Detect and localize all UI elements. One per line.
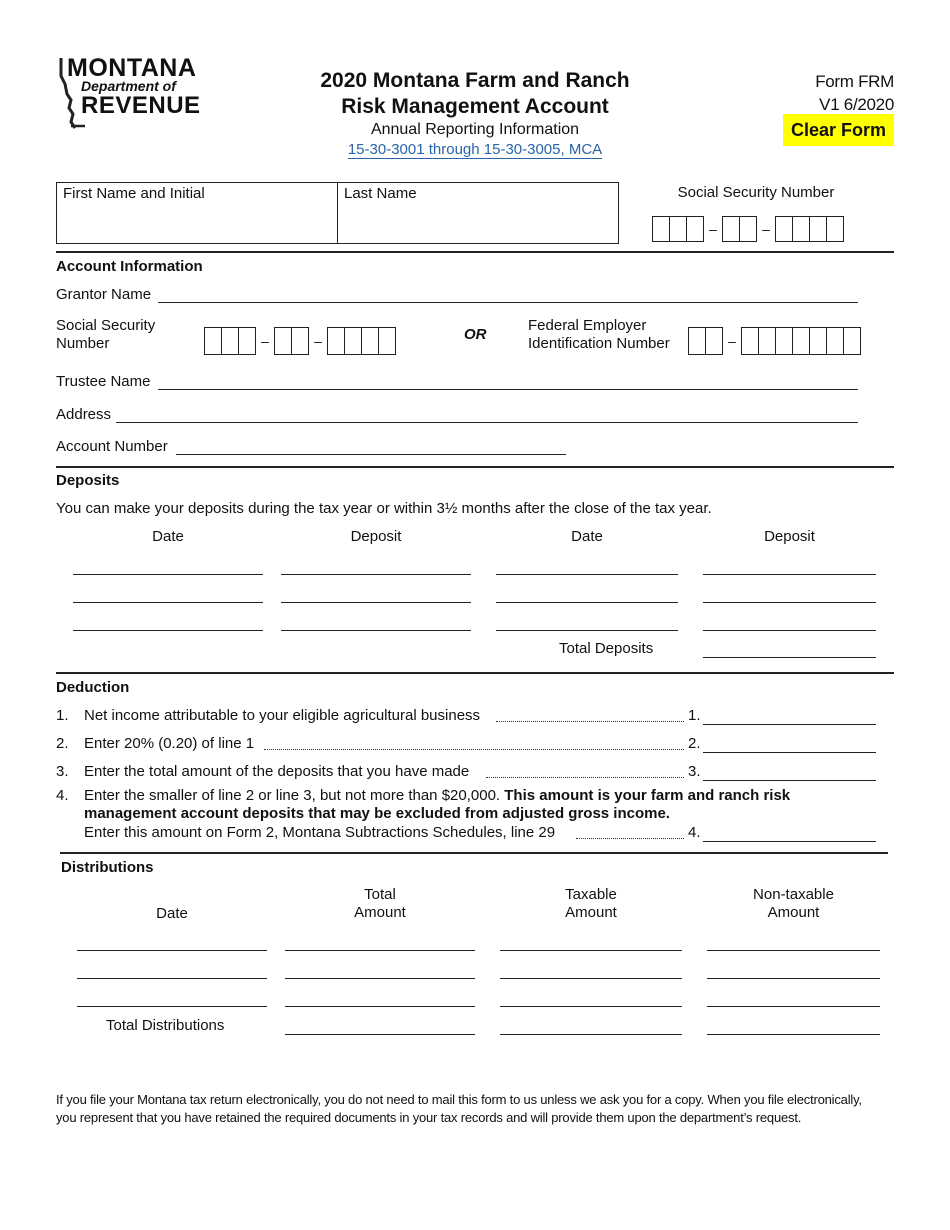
address-label: Address	[56, 406, 112, 423]
or-label: OR	[464, 326, 487, 343]
deposit-row1-amount1[interactable]	[281, 556, 471, 575]
dist-row3-taxable[interactable]	[500, 988, 682, 1007]
distributions-col-nontax-1: Non-taxable	[753, 886, 834, 903]
deduction-line4-bold-1: This amount is your farm and ranch risk	[504, 787, 791, 804]
total-distributions-label: Total Distributions	[106, 1017, 225, 1034]
form-version: V1 6/2020	[819, 95, 894, 114]
total-dist-total[interactable]	[285, 1016, 475, 1035]
dist-row2-taxable[interactable]	[500, 960, 682, 979]
distributions-col-taxable-2: Amount	[565, 904, 617, 921]
deduction-line4-input[interactable]	[703, 823, 876, 842]
form-title-line1: 2020 Montana Farm and Ranch	[320, 69, 630, 92]
deposit-row2-amount2[interactable]	[703, 584, 876, 603]
fein-field[interactable]: –	[688, 327, 861, 355]
grantor-ssn-label-2: Number	[56, 335, 110, 352]
deposits-col-deposit-1: Deposit	[350, 528, 402, 545]
trustee-name-label: Trustee Name	[56, 373, 151, 390]
account-section-title: Account Information	[56, 258, 203, 275]
total-deposits-input[interactable]	[703, 639, 876, 658]
distributions-col-taxable-1: Taxable	[565, 886, 617, 903]
deposits-instruction: You can make your deposits during the tax year or within 3½ months after the close of the tax year.	[56, 500, 712, 517]
logo-montana-text: MONTANA	[67, 54, 197, 82]
form-subtitle: Annual Reporting Information	[370, 121, 580, 138]
account-number-label: Account Number	[56, 438, 168, 455]
deduction-line4-num: 4.	[56, 787, 69, 804]
dist-row1-date[interactable]	[77, 932, 267, 951]
first-name-box[interactable]	[56, 182, 338, 244]
trustee-name-input[interactable]	[158, 371, 858, 390]
deposits-section-title: Deposits	[56, 472, 120, 489]
distributions-col-total-1: Total	[364, 886, 396, 903]
deposit-row3-date2[interactable]	[496, 612, 678, 631]
deduction-line3-ref: 3.	[688, 763, 701, 780]
form-id: Form FRM	[815, 72, 894, 91]
first-name-label: First Name and Initial	[63, 185, 205, 202]
deduction-line1-num: 1.	[56, 707, 69, 724]
deposit-row3-amount2[interactable]	[703, 612, 876, 631]
distributions-col-nontax-2: Amount	[767, 904, 820, 921]
grantor-name-input[interactable]	[158, 284, 858, 303]
total-dist-nontax[interactable]	[707, 1016, 880, 1035]
dist-row3-date[interactable]	[77, 988, 267, 1007]
fein-label-2: Identification Number	[528, 335, 670, 352]
distributions-col-total-2: Amount	[354, 904, 406, 921]
dist-row2-total[interactable]	[285, 960, 475, 979]
deposit-row1-amount2[interactable]	[703, 556, 876, 575]
dist-row3-total[interactable]	[285, 988, 475, 1007]
form-title-line2: Risk Management Account	[341, 95, 609, 118]
clear-form-button[interactable]: Clear Form	[783, 114, 894, 146]
deposits-col-deposit-2: Deposit	[764, 528, 815, 545]
deposit-row1-date1[interactable]	[73, 556, 263, 575]
last-name-label: Last Name	[344, 185, 417, 202]
deduction-line1-input[interactable]	[703, 706, 876, 725]
deduction-line4-text-3: Enter this amount on Form 2, Montana Subtractions Schedules, line 29	[84, 824, 556, 841]
grantor-ssn-field[interactable]: – –	[204, 327, 396, 355]
deduction-section-title: Deduction	[56, 679, 130, 696]
deposit-row2-date2[interactable]	[496, 584, 678, 603]
dist-row2-date[interactable]	[77, 960, 267, 979]
deduction-line3-text: Enter the total amount of the deposits that you have made	[84, 763, 470, 780]
logo-department-text: Department of	[81, 78, 176, 94]
deposit-row3-date1[interactable]	[73, 612, 263, 631]
footer-note-line2: you represent that you have retained the required documents in your tax records and will provide them upon the department’s request.	[56, 1110, 802, 1125]
address-input[interactable]	[116, 404, 858, 423]
deduction-line4-text-1	[84, 787, 884, 804]
dist-row2-nontax[interactable]	[707, 960, 880, 979]
logo-revenue-text: REVENUE	[81, 92, 201, 119]
total-deposits-label: Total Deposits	[559, 640, 654, 657]
deduction-line4-normal: Enter the smaller of line 2 or line 3, but not more than $20,000.	[84, 787, 505, 804]
taxpayer-ssn-field[interactable]: – –	[652, 216, 844, 242]
deposit-row3-amount1[interactable]	[281, 612, 471, 631]
account-number-input[interactable]	[176, 436, 566, 455]
deposits-col-date-1: Date	[152, 528, 184, 545]
deduction-line1-text: Net income attributable to your eligible agricultural business	[84, 707, 481, 724]
dist-row1-total[interactable]	[285, 932, 475, 951]
deduction-line3-input[interactable]	[703, 762, 876, 781]
deposit-row2-date1[interactable]	[73, 584, 263, 603]
last-name-box[interactable]	[337, 182, 619, 244]
grantor-name-label: Grantor Name	[56, 286, 152, 303]
deduction-line2-ref: 2.	[688, 735, 701, 752]
dist-row1-taxable[interactable]	[500, 932, 682, 951]
deduction-line3-num: 3.	[56, 763, 69, 780]
total-dist-taxable[interactable]	[500, 1016, 682, 1035]
distributions-col-date: Date	[156, 905, 188, 922]
deduction-line4-bold-2: management account deposits that may be excluded from adjusted gross income.	[84, 805, 670, 822]
deposit-row2-amount1[interactable]	[281, 584, 471, 603]
dist-row1-nontax[interactable]	[707, 932, 880, 951]
distributions-section-title: Distributions	[61, 859, 154, 876]
statute-link[interactable]: 15-30-3001 through 15-30-3005, MCA	[347, 141, 603, 158]
deduction-line4-ref: 4.	[688, 824, 701, 841]
deduction-line2-num: 2.	[56, 735, 69, 752]
fein-label-1: Federal Employer	[528, 317, 647, 334]
deduction-line2-text: Enter 20% (0.20) of line 1	[84, 735, 255, 752]
deposits-col-date-2: Date	[571, 528, 603, 545]
dist-row3-nontax[interactable]	[707, 988, 880, 1007]
grantor-ssn-label-1: Social Security	[56, 317, 156, 334]
taxpayer-ssn-label: Social Security Number	[677, 184, 835, 201]
deduction-line2-input[interactable]	[703, 734, 876, 753]
footer-note-line1: If you file your Montana tax return electronically, you do not need to mail this form to us unless we ask you for a copy. When you file electronically,	[56, 1092, 862, 1107]
montana-dor-logo	[55, 54, 201, 132]
deduction-line1-ref: 1.	[688, 707, 701, 724]
deposit-row1-date2[interactable]	[496, 556, 678, 575]
